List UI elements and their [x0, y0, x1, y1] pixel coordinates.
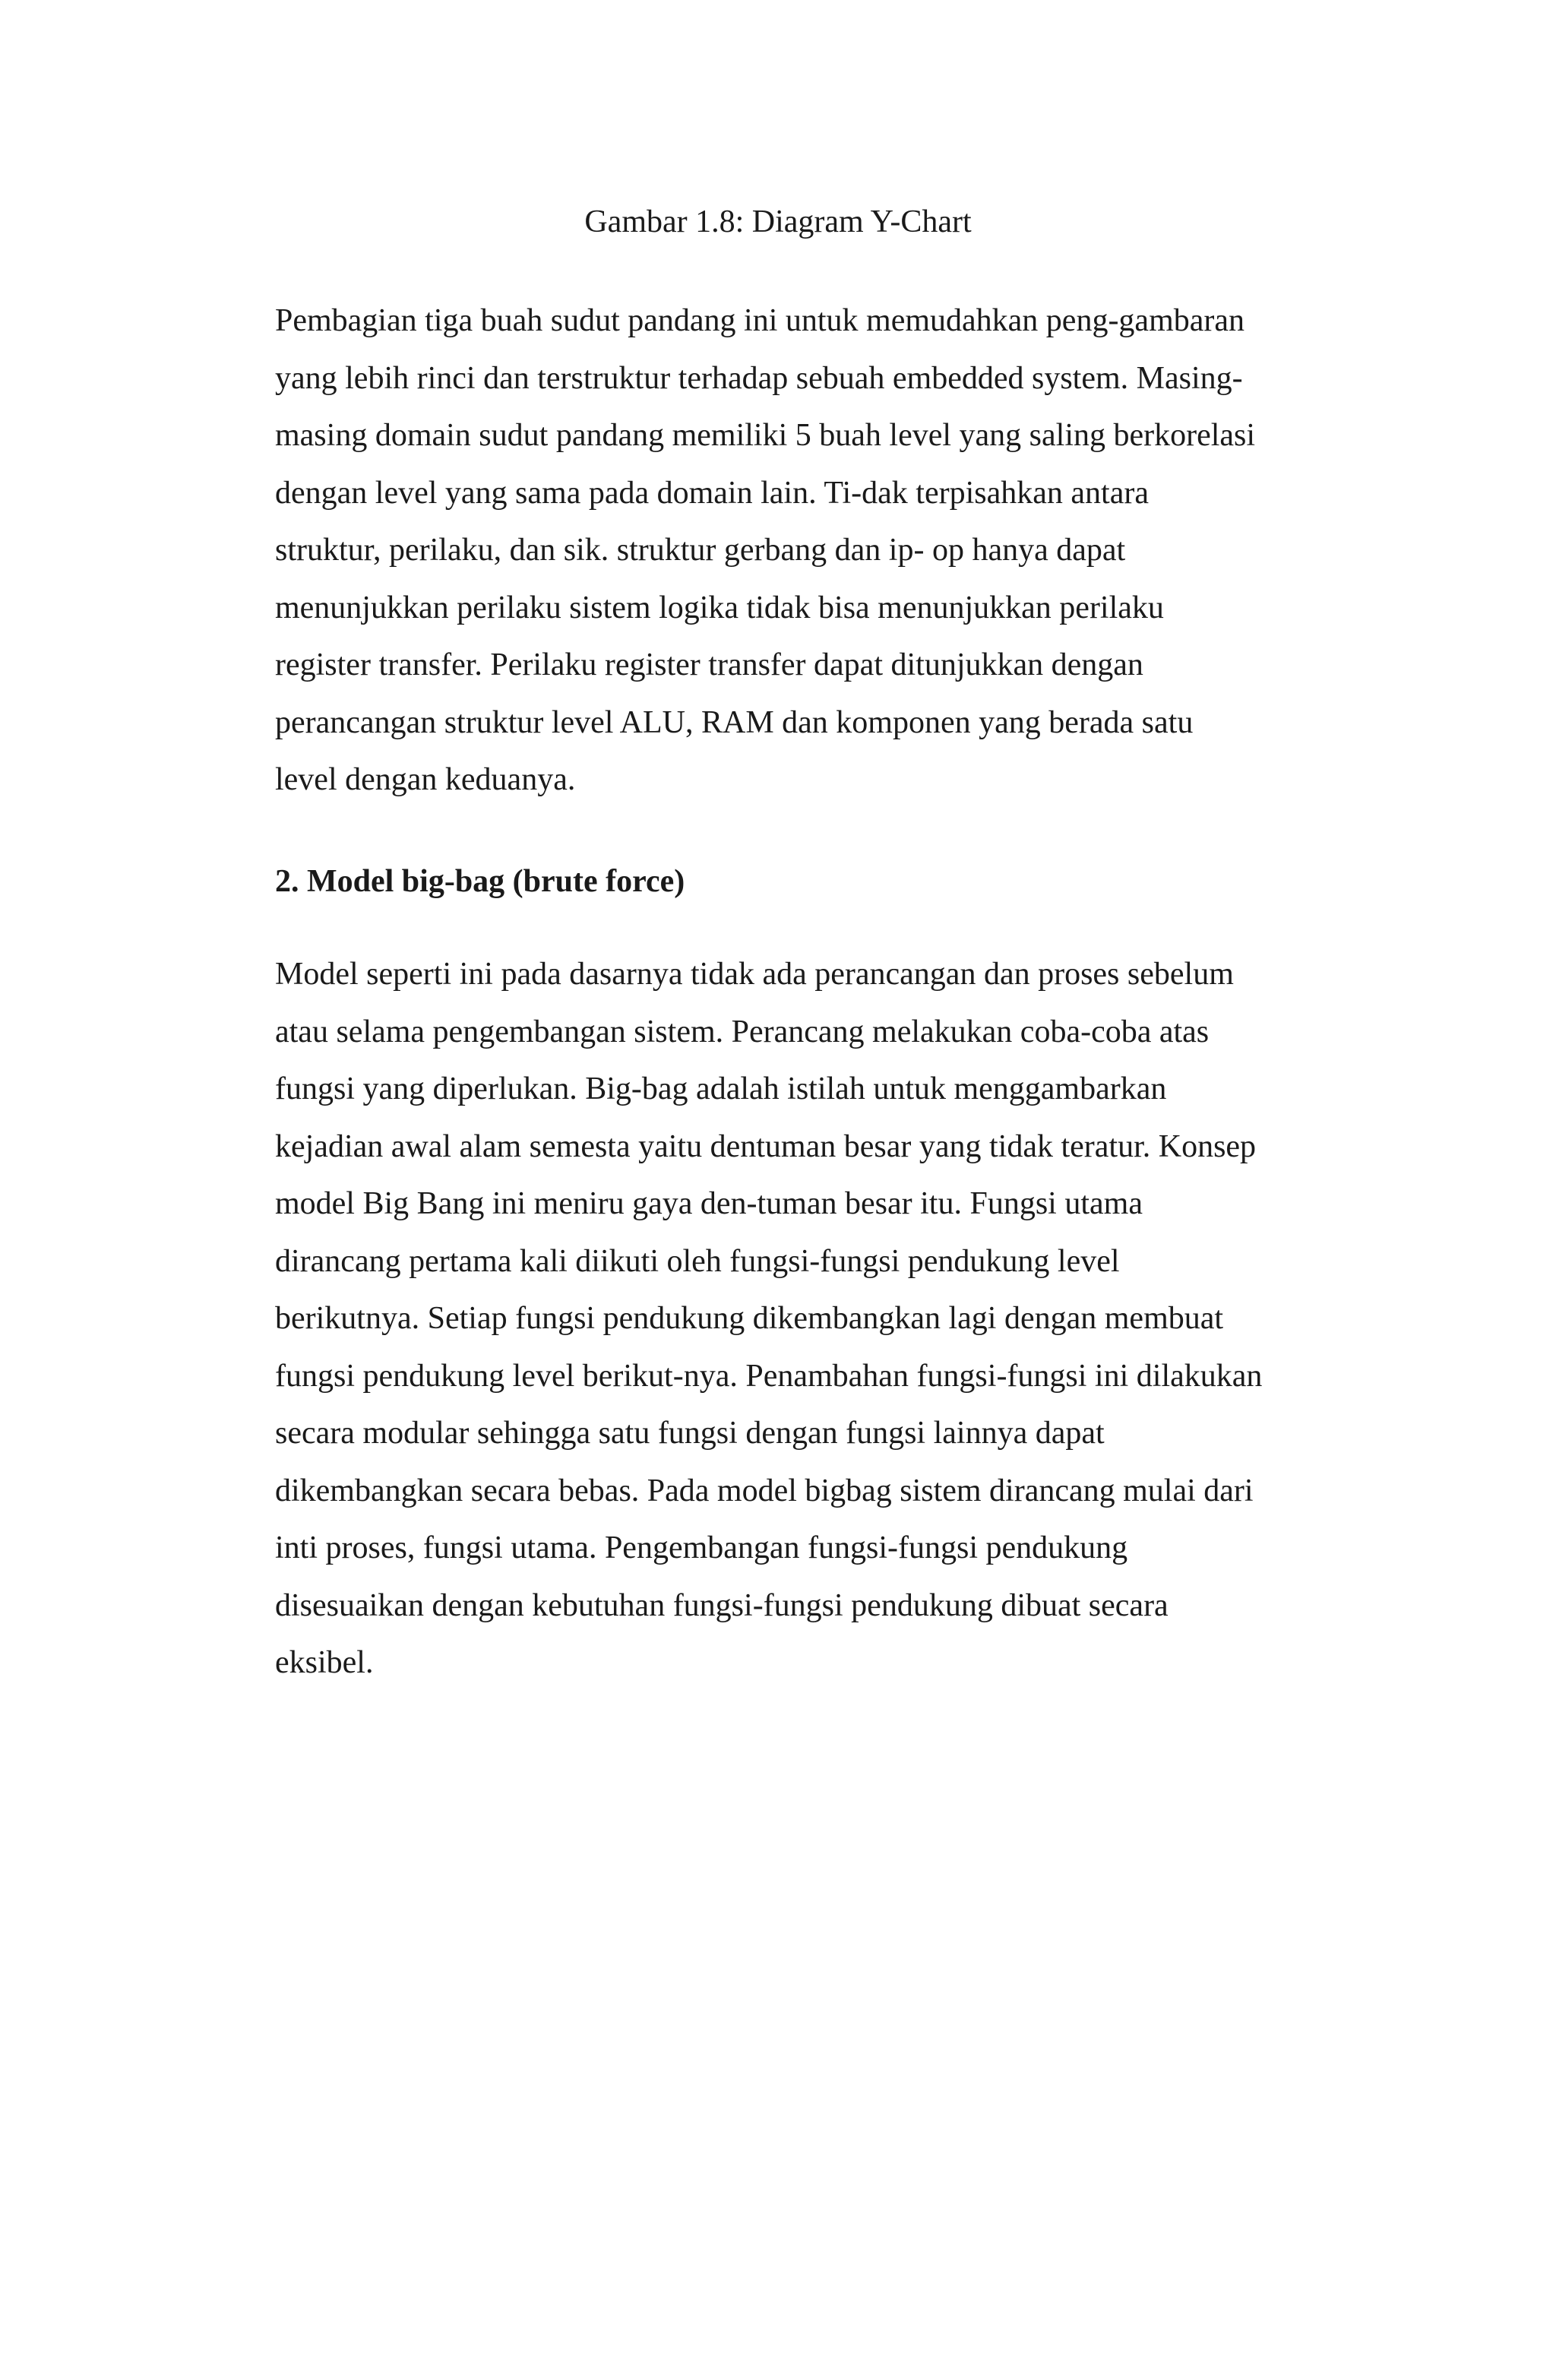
paragraph-line: eksibel.	[275, 1645, 374, 1680]
paragraph-line: berikutnya. Setiap fungsi pendukung dikembangkan lagi dengan membuat	[275, 1301, 1224, 1336]
paragraph-line: perancangan struktur level ALU, RAM dan komponen yang berada satu	[275, 704, 1194, 740]
paragraph-line: dengan level yang sama pada domain lain. Ti-dak terpisahkan antara	[275, 475, 1149, 511]
paragraph-line: register transfer. Perilaku register transfer dapat ditunjukkan dengan	[275, 647, 1143, 682]
paragraph-line: struktur, perilaku, dan sik. struktur gerbang dan ip- op hanya dapat	[275, 533, 1126, 568]
paragraph-line: disesuaikan dengan kebutuhan fungsi-fungsi pendukung dibuat secara	[275, 1587, 1169, 1623]
paragraph-line: dirancang pertama kali diikuti oleh fungsi-fungsi pendukung level	[275, 1243, 1120, 1279]
paragraph-line: fungsi yang diperlukan. Big-bag adalah istilah untuk menggambarkan	[275, 1071, 1167, 1106]
paragraph-line: Model seperti ini pada dasarnya tidak ada perancangan dan proses sebelum	[275, 957, 1234, 992]
paragraph-line: dikembangkan secara bebas. Pada model bigbag sistem dirancang mulai dari	[275, 1473, 1254, 1508]
paragraph-line: menunjukkan perilaku sistem logika tidak bisa menunjukkan perilaku	[275, 590, 1164, 625]
paragraph-line: inti proses, fungsi utama. Pengembangan fungsi-fungsi pendukung	[275, 1530, 1128, 1565]
figure-caption: Gambar 1.8: Diagram Y-Chart	[584, 204, 972, 239]
paragraph-line: model Big Bang ini meniru gaya den-tuman besar itu. Fungsi utama	[275, 1186, 1143, 1221]
paragraph-line: masing domain sudut pandang memiliki 5 buah level yang saling berkorelasi	[275, 418, 1256, 453]
paragraph-2	[275, 951, 1377, 1698]
paragraph-line: fungsi pendukung level berikut-nya. Penambahan fungsi-fungsi ini dilakukan	[275, 1358, 1263, 1394]
paragraph-line: Pembagian tiga buah sudut pandang ini untuk memudahkan peng-gambaran	[275, 303, 1245, 338]
paragraph-line: kejadian awal alam semesta yaitu dentuman besar yang tidak teratur. Konsep	[275, 1128, 1257, 1164]
paragraph-line: level dengan keduanya.	[275, 762, 576, 797]
section-heading: 2. Model big-bag (brute force)	[275, 864, 685, 899]
paragraph-line: yang lebih rinci dan terstruktur terhadap sebuah embedded system. Masing-	[275, 360, 1243, 396]
paragraph-line: atau selama pengembangan sistem. Perancang melakukan coba-coba atas	[275, 1014, 1210, 1049]
paragraph-1	[275, 298, 1377, 815]
paragraph-line: secara modular sehingga satu fungsi dengan fungsi lainnya dapat	[275, 1416, 1105, 1451]
